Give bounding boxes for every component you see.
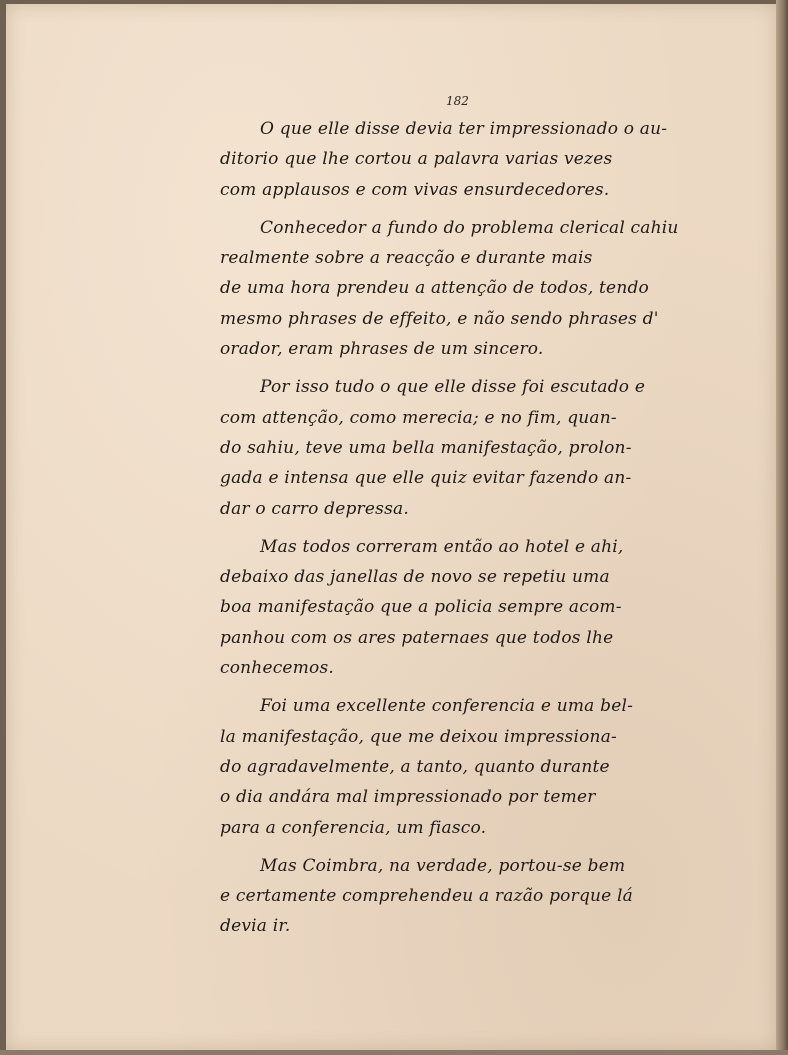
paragraph bbox=[220, 691, 706, 842]
page-number: 182 bbox=[446, 94, 469, 108]
page-bottom-edge bbox=[0, 1050, 788, 1055]
text-line: orador, eram phrases de um sincero. bbox=[220, 339, 544, 360]
text-line: Mas Coimbra, na verdade, portou-se bem bbox=[260, 855, 626, 876]
text-line: boa manifestação que a policia sempre acom- bbox=[220, 597, 622, 618]
text-line: devia ir. bbox=[220, 916, 291, 937]
page-edge-shadow bbox=[776, 0, 788, 1055]
manuscript-page bbox=[6, 4, 776, 1050]
paragraph bbox=[220, 532, 706, 683]
paragraph bbox=[220, 213, 706, 364]
text-line: de uma hora prendeu a attenção de todos, tendo bbox=[220, 278, 649, 299]
text-line: panhou com os ares paternaes que todos lhe bbox=[220, 627, 614, 648]
text-line: O que elle disse devia ter impressionado o au- bbox=[260, 119, 668, 139]
text-line: do sahiu, teve uma bella manifestação, prolon- bbox=[220, 437, 632, 458]
text-line: Mas todos correram então ao hotel e ahi, bbox=[260, 536, 624, 557]
text-line: e certamente comprehendeu a razão porque lá bbox=[220, 886, 634, 907]
paragraph bbox=[220, 114, 706, 205]
text-line: com attenção, como merecia; e no fim, quan- bbox=[220, 407, 617, 428]
text-line: com applausos e com vivas ensurdecedores. bbox=[220, 179, 610, 200]
paragraph bbox=[220, 851, 706, 942]
text-line: Foi uma excellente conferencia e uma bel- bbox=[260, 696, 634, 717]
text-line: dar o carro depressa. bbox=[220, 498, 409, 519]
text-line: Por isso tudo o que elle disse foi escutado e bbox=[260, 377, 646, 398]
text-line: do agradavelmente, a tanto, quanto durante bbox=[220, 756, 610, 777]
text-line: para a conferencia, um fiasco. bbox=[220, 817, 487, 838]
handwritten-text bbox=[220, 114, 706, 950]
text-line: conhecemos. bbox=[220, 658, 334, 679]
text-line: gada e intensa que elle quiz evitar fazendo an- bbox=[220, 468, 632, 489]
text-line: mesmo phrases de effeito, e não sendo phrases d' bbox=[220, 308, 659, 329]
text-line: realmente sobre a reacção e durante mais bbox=[220, 248, 593, 269]
text-line: la manifestação, que me deixou impressiona- bbox=[220, 726, 617, 747]
text-line: ditorio que lhe cortou a palavra varias vezes bbox=[220, 149, 613, 170]
text-line: Conhecedor a fundo do problema clerical cahiu bbox=[260, 217, 679, 238]
paragraph bbox=[220, 372, 706, 523]
text-line: o dia andára mal impressionado por temer bbox=[220, 787, 596, 808]
text-line: debaixo das janellas de novo se repetiu uma bbox=[220, 567, 610, 588]
